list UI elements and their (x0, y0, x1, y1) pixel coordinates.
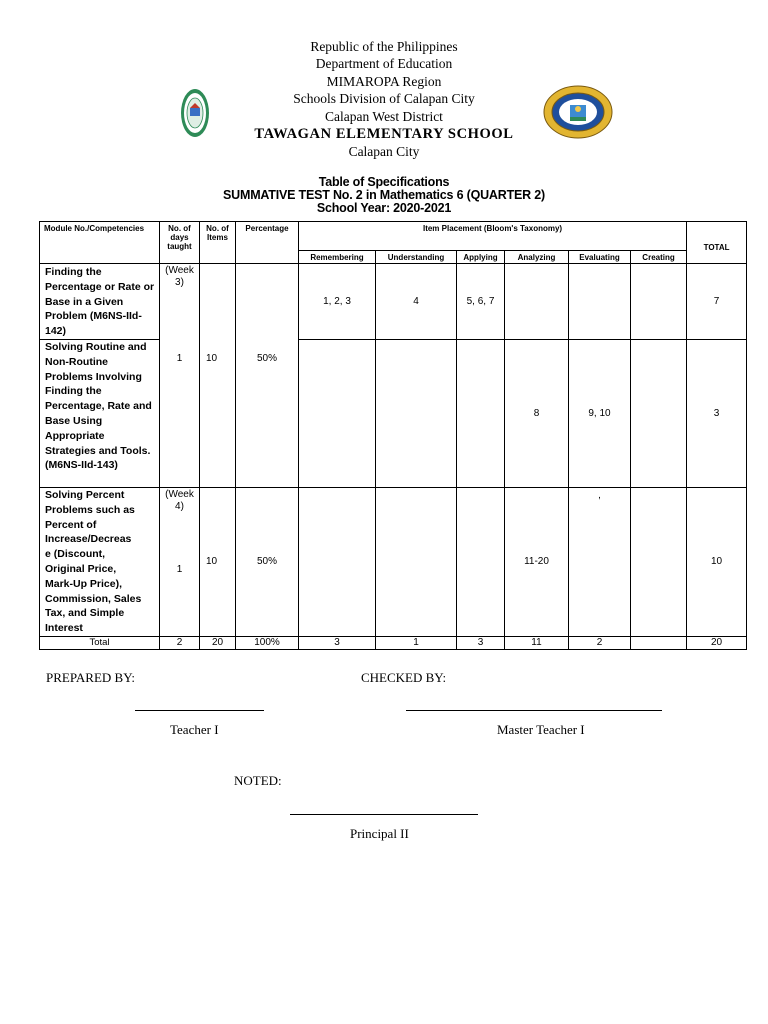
items-cell: 10 (200, 487, 236, 636)
applying-cell (457, 487, 505, 636)
competency-line: Original Price, (45, 562, 117, 575)
applying-cell (457, 339, 505, 487)
percentage-value: 50% (256, 353, 277, 364)
competency-line: Percent of (45, 518, 97, 531)
header-line-department: Department of Education (315, 56, 453, 72)
header-items: No. of Items (200, 222, 236, 264)
evaluating-mark: , (598, 489, 601, 501)
remembering-cell: 1, 2, 3 (299, 264, 376, 340)
totals-days: 2 (160, 636, 200, 649)
understanding-cell (376, 339, 457, 487)
days-value: 1 (176, 353, 183, 364)
competency-line: Solving Percent (45, 488, 125, 501)
principal-title: Principal II (350, 826, 409, 841)
table-header-row (40, 222, 747, 251)
title-line-3: School Year: 2020-2021 (316, 201, 452, 215)
totals-creating (631, 636, 687, 649)
competency-line: Problems such as (45, 503, 135, 516)
percentage-cell (236, 264, 299, 488)
totals-label: Total (40, 636, 160, 649)
totals-remembering: 3 (299, 636, 376, 649)
days-value: 1 (176, 563, 183, 575)
letterhead (0, 38, 768, 160)
school-name: TAWAGAN ELEMENTARY SCHOOL (254, 126, 514, 143)
header-line-republic: Republic of the Philippines (310, 39, 458, 54)
header-understanding: Understanding (376, 251, 457, 264)
creating-cell (631, 264, 687, 340)
specification-table (39, 221, 747, 650)
totals-evaluating: 2 (569, 636, 631, 649)
evaluating-cell (569, 264, 631, 340)
header-evaluating: Evaluating (569, 251, 631, 264)
totals-total: 20 (687, 636, 747, 649)
header-creating: Creating (631, 251, 687, 264)
competency-line: e (Discount, (45, 548, 106, 561)
table-row (40, 339, 747, 487)
competency-line: Tax, and Simple (45, 607, 125, 620)
title-line-2: SUMMATIVE TEST No. 2 in Mathematics 6 (QUARTER 2) (223, 188, 545, 202)
header-applying: Applying (457, 251, 505, 264)
header-line-division: Schools Division of Calapan City (293, 91, 475, 107)
school-seal-icon (180, 88, 210, 138)
header-item-placement: Item Placement (Bloom's Taxonomy) (299, 222, 687, 251)
creating-cell (631, 339, 687, 487)
analyzing-cell: 8 (505, 339, 569, 487)
analyzing-cell (505, 264, 569, 340)
total-cell: 7 (687, 264, 747, 340)
creating-cell (631, 487, 687, 636)
table-row (40, 487, 747, 636)
table-row (40, 264, 747, 340)
noted-label: NOTED: (234, 773, 282, 788)
division-seal-icon (543, 85, 613, 139)
competency-line: Increase/Decreas (45, 533, 132, 546)
master-teacher-title: Master Teacher I (497, 722, 585, 737)
totals-items: 20 (200, 636, 236, 649)
totals-row (40, 636, 747, 649)
header-days: No. of days taught (160, 222, 200, 264)
header-percentage: Percentage (236, 222, 299, 264)
teacher-title: Teacher I (170, 722, 219, 737)
understanding-cell: 4 (376, 264, 457, 340)
competency-cell: Solving Routine and Non-Routine Problems Involving Finding the Percentage, Rate and Base Using Appropriate Strategies and Tools. (M6NS-IId-143) (40, 339, 160, 487)
master-teacher-signature-line (406, 710, 662, 711)
remembering-cell (299, 339, 376, 487)
remembering-cell (299, 487, 376, 636)
teacher-signature-line (135, 710, 264, 711)
header-analyzing: Analyzing (505, 251, 569, 264)
week-label: (Week 3) (165, 265, 194, 288)
days-cell (160, 487, 200, 636)
competency-line: Interest (45, 622, 83, 635)
header-line-region: MIMAROPA Region (326, 73, 442, 89)
percentage-cell: 50% (236, 487, 299, 636)
competency-line: Mark-Up Price), (45, 577, 123, 590)
analyzing-cell: 11-20 (505, 487, 569, 636)
totals-applying: 3 (457, 636, 505, 649)
competency-cell (40, 487, 160, 636)
understanding-cell (376, 487, 457, 636)
evaluating-cell: 9, 10 (569, 339, 631, 487)
header-remembering: Remembering (299, 251, 376, 264)
applying-cell: 5, 6, 7 (457, 264, 505, 340)
competency-line: Commission, Sales (45, 592, 142, 605)
week-label: (Week 4) (165, 488, 194, 512)
header-line-district: Calapan West District (325, 108, 443, 124)
checked-by-label: CHECKED BY: (361, 670, 447, 685)
total-cell: 10 (687, 487, 747, 636)
header-module: Module No./Competencies (40, 222, 160, 264)
title-line-1: Table of Specifications (318, 175, 450, 189)
items-value: 10 (206, 353, 218, 364)
totals-percentage: 100% (236, 636, 299, 649)
totals-analyzing: 11 (505, 636, 569, 649)
header-line-city: Calapan City (348, 144, 420, 160)
days-cell (160, 264, 200, 488)
evaluating-cell (569, 487, 631, 636)
header-total: TOTAL (687, 222, 747, 264)
competency-cell: Finding the Percentage or Rate or Base in a Given Problem (M6NS-IId-142) (40, 264, 160, 340)
totals-understanding: 1 (376, 636, 457, 649)
document-title-block (0, 176, 768, 215)
items-cell (200, 264, 236, 488)
prepared-by-label: PREPARED BY: (46, 670, 135, 685)
principal-signature-line (290, 814, 478, 815)
total-cell: 3 (687, 339, 747, 487)
